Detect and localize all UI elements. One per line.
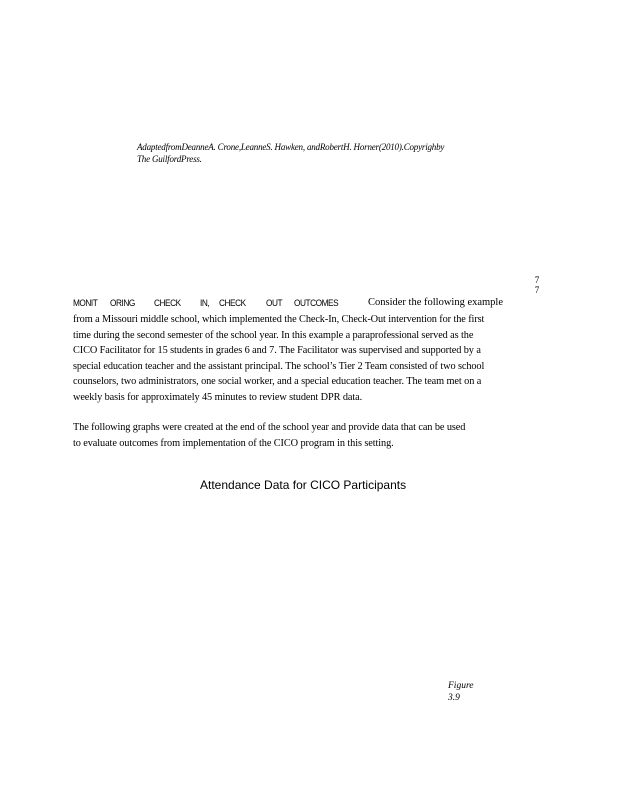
section-heading-row [73, 297, 533, 311]
heading-word: CHECK [154, 298, 181, 308]
paragraph-line: weekly basis for approximately 45 minutes to review student DPR data. [73, 391, 363, 403]
page-number-digit-2: 7 [534, 285, 540, 295]
paragraph-line: time during the second semester of the school year. In this example a paraprofessional served as the [73, 329, 474, 341]
figure-label-word: Figure [448, 681, 474, 691]
page-number-digit-1: 7 [534, 275, 540, 285]
heading-word: CHECK [219, 298, 246, 308]
heading-word: OUTCOMES [294, 298, 339, 308]
heading-word: OUT [266, 298, 283, 308]
figure-label-number: 3.9 [448, 693, 460, 703]
credit-line-1: AdaptedfromDeanneA. Crone,LeanneS. Hawken, andRobertH. Horner(2010).Copyrighby [137, 142, 445, 152]
paragraph-line: CICO Facilitator for 15 students in grades 6 and 7. The Facilitator was supervised and supported by a [73, 345, 481, 356]
heading-word: ORING [110, 298, 135, 308]
paragraph-line: The following graphs were created at the end of the school year and provide data that can be used [73, 422, 466, 433]
body-paragraph-2 [73, 420, 533, 451]
source-credit [137, 141, 497, 165]
paragraph-line: to evaluate outcomes from implementation of the CICO program in this setting. [73, 437, 394, 449]
body-paragraph-1 [73, 312, 533, 405]
page-number [533, 275, 541, 295]
paragraph-line: from a Missouri middle school, which implemented the Check-In, Check-Out intervention for the first [73, 314, 485, 325]
heading-lead-text: Consider the following example [368, 297, 504, 308]
credit-line-2: The GuilfordPress. [137, 154, 202, 164]
heading-word: IN, [200, 298, 210, 308]
paragraph-line: special education teacher and the assistant principal. The school’s Tier 2 Team consisted of two school [73, 360, 485, 372]
figure-label [448, 680, 474, 704]
paragraph-line: counselors, two administrators, one social worker, and a special education teacher. The team met on a [73, 376, 482, 387]
attendance-chart-title: Attendance Data for CICO Participants [200, 478, 407, 492]
heading-word: MONIT [73, 298, 98, 308]
